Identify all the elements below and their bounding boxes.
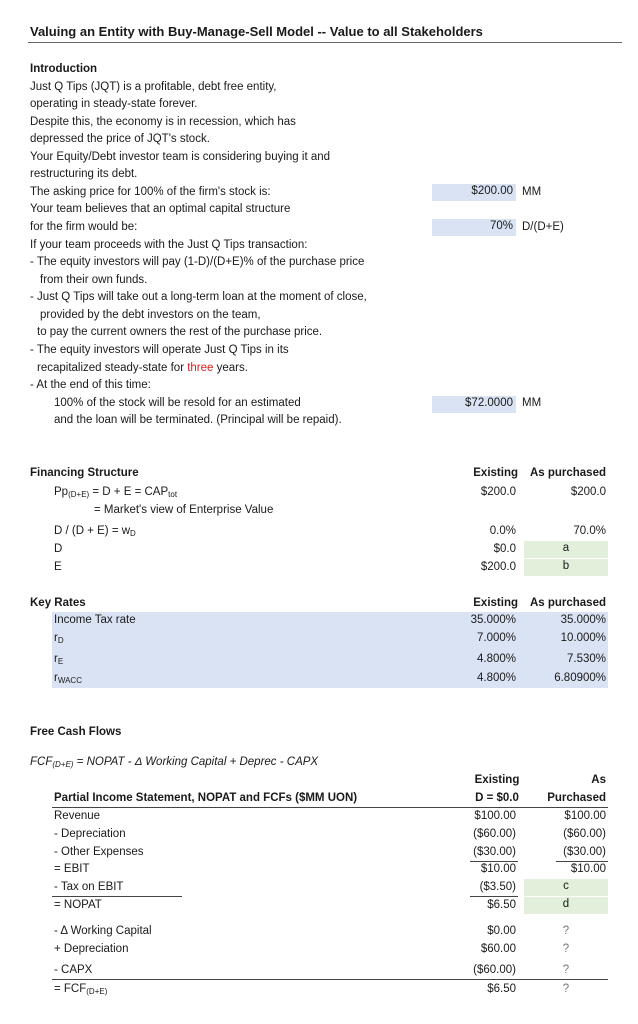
row-label: = EBIT: [54, 863, 90, 875]
subtotal-rule: [556, 861, 608, 862]
intro-line: - The equity investors will pay (1-D)/(D+E)% of the purchase price: [30, 256, 365, 268]
row-purchased: ?: [562, 964, 570, 976]
intro-line: 100% of the stock will be resold for an estimated: [54, 397, 301, 409]
pp-purchased: $200.0: [570, 486, 606, 498]
income-statement-heading: Partial Income Statement, NOPAT and FCFs ($MM UON): [54, 792, 358, 804]
e-purchased-cell[interactable]: [524, 559, 608, 576]
row-purchased: ?: [562, 943, 570, 955]
row-label: - Depreciation: [54, 828, 126, 840]
row-existing: $100.00: [474, 810, 516, 822]
row-purchased: ($30.00): [563, 846, 606, 858]
row-existing: $60.00: [480, 943, 516, 955]
intro-line: Despite this, the economy is in recession, which has: [30, 116, 296, 128]
row-label: = NOPAT: [54, 899, 102, 911]
intro-line: depressed the price of JQT's stock.: [30, 133, 210, 145]
fcf-col-purchased-1: As: [591, 774, 606, 786]
recap-text-after: years.: [213, 362, 248, 374]
total-label: = $FCF_{(D+E)}$: [54, 983, 108, 996]
financing-heading: Financing Structure: [30, 467, 139, 479]
asking-price-cell: [432, 184, 516, 201]
intro-line: The asking price for 100% of the firm's stock is:: [30, 186, 271, 198]
d-label: D: [54, 543, 63, 555]
tax-label: Income Tax rate: [54, 614, 136, 626]
fcf-heading: Free Cash Flows: [30, 726, 122, 738]
page-title: Valuing an Entity with Buy-Manage-Sell Model -- Value to all Stakeholders: [30, 24, 483, 39]
row-existing: $10.00: [480, 863, 516, 875]
e-existing: $200.0: [480, 561, 516, 573]
row-purchased: d: [562, 898, 570, 910]
intro-line: restructuring its debt.: [30, 168, 138, 180]
rates-col-purchased: As purchased: [529, 597, 606, 609]
wd-purchased: 70.0%: [573, 525, 606, 537]
rwacc-existing: 4.800%: [476, 672, 516, 684]
re-purchased: 7.530%: [566, 653, 606, 665]
intro-line: Your Equity/Debt investor team is considering buying it and: [30, 151, 331, 163]
d-purchased-cell[interactable]: [524, 541, 608, 558]
dv-ratio-cell: [432, 219, 516, 236]
row-label: Revenue: [54, 810, 101, 822]
resale-price-cell: [432, 396, 516, 413]
resale-price-value: $72.0000: [465, 397, 513, 409]
fcf-formula: $FCF_{(D+E)}$ = NOPAT - Δ Working Capital + Deprec - CAPX: [30, 756, 319, 769]
financing-col-existing: Existing: [473, 467, 518, 479]
recap-years-highlight: three: [187, 362, 214, 374]
intro-line: Just Q Tips (JQT) is a profitable, debt free entity,: [30, 81, 277, 93]
row-label: - CAPX: [54, 964, 93, 976]
subtotal-rule: [470, 861, 518, 862]
row-purchased: $10.00: [570, 863, 606, 875]
intro-line: Your team believes that an optimal capital structure: [30, 203, 291, 215]
row-existing: ($3.50): [479, 881, 516, 893]
dv-ratio-unit: D/(D+E): [522, 221, 564, 233]
resale-price-unit: MM: [522, 397, 542, 409]
tax-purchased: 35.000%: [560, 614, 606, 626]
row-existing: $6.50: [487, 899, 516, 911]
intro-line: If your team proceeds with the Just Q Tips transaction:: [30, 239, 308, 251]
fcf-col-existing-1: Existing: [474, 774, 520, 786]
fcf-col-existing-2: D = $0.0: [475, 792, 519, 804]
rates-heading: Key Rates: [30, 597, 86, 609]
intro-heading: Introduction: [30, 63, 98, 75]
row-label: - Tax on EBIT: [54, 881, 124, 893]
intro-line: provided by the debt investors on the team,: [40, 309, 261, 321]
intro-line: and the loan will be terminated. (Principal will be repaid).: [54, 414, 342, 426]
e-label: E: [54, 561, 62, 573]
intro-line: to pay the current owners the rest of the purchase price.: [37, 326, 323, 338]
wd-existing: 0.0%: [489, 525, 516, 537]
dv-ratio-value: 70%: [489, 220, 513, 232]
intro-line: - At the end of this time:: [30, 379, 151, 391]
total-existing: $6.50: [487, 983, 516, 995]
d-purchased: a: [562, 542, 570, 554]
tax-existing: 35.000%: [470, 614, 516, 626]
row-label: + Depreciation: [54, 943, 129, 955]
re-existing: 4.800%: [476, 653, 516, 665]
row-purchased: ?: [562, 925, 570, 937]
row-purchased: ($60.00): [563, 828, 606, 840]
financing-col-purchased: As purchased: [529, 467, 606, 479]
asking-price-value: $200.00: [471, 185, 513, 197]
pp-existing: $200.0: [480, 486, 516, 498]
rd-purchased: 10.000%: [560, 632, 606, 644]
row-label: - Other Expenses: [54, 846, 144, 858]
tax-purchased-cell[interactable]: [524, 879, 608, 896]
rates-col-existing: Existing: [473, 597, 518, 609]
rwacc-purchased: 6.80900%: [554, 672, 606, 684]
pp-label: $Pp_{(D+E)} = D + E = CAP_{tot}$: [54, 486, 178, 499]
recap-text-before: recapitalized steady-state for: [37, 362, 188, 374]
intro-line: from their own funds.: [40, 274, 148, 286]
row-label: - Δ Working Capital: [54, 925, 152, 937]
row-existing: ($60.00): [473, 964, 516, 976]
e-purchased: b: [562, 560, 570, 572]
market-view-label: = Market's view of Enterprise Value: [94, 504, 274, 516]
rd-existing: 7.000%: [476, 632, 516, 644]
row-purchased: $100.00: [564, 810, 606, 822]
intro-line: - The equity investors will operate Just Q Tips in its: [30, 344, 289, 356]
re-label: $r_E$: [54, 653, 64, 666]
total-purchased: ?: [562, 983, 570, 995]
intro-line: operating in steady-state forever.: [30, 98, 198, 110]
row-purchased: c: [563, 880, 569, 892]
header-rule: [52, 807, 608, 808]
intro-line: - Just Q Tips will take out a long-term loan at the moment of close,: [30, 291, 367, 303]
intro-recap-line: [37, 362, 248, 374]
rwacc-label: $r_{WACC}$: [54, 672, 82, 685]
intro-line: for the firm would be:: [30, 221, 138, 233]
nopat-purchased-cell[interactable]: [524, 897, 608, 914]
title-underline: [28, 42, 622, 43]
subtotal-rule: [52, 896, 182, 897]
asking-price-unit: MM: [522, 186, 542, 198]
row-existing: ($30.00): [473, 846, 516, 858]
total-rule: [52, 979, 608, 980]
row-existing: ($60.00): [473, 828, 516, 840]
rd-label: $r_D$: [54, 632, 64, 645]
subtotal-rule: [470, 896, 518, 897]
row-existing: $0.00: [487, 925, 516, 937]
d-existing: $0.0: [493, 543, 516, 555]
wd-label: $D / (D + E) = w_D$: [54, 525, 136, 538]
fcf-col-purchased-2: Purchased: [547, 792, 606, 804]
